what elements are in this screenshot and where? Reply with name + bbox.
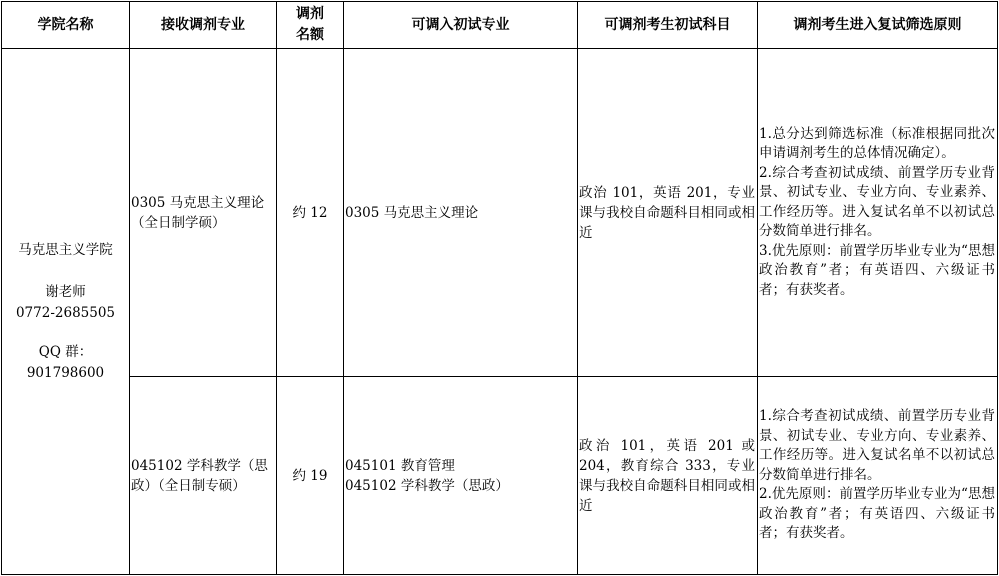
qq-label: QQ 群： <box>38 343 93 360</box>
header-quota-line1: 调剂 <box>296 6 324 22</box>
header-college: 学院名称 <box>2 2 130 49</box>
criteria-cell <box>758 377 998 575</box>
major-cell: 045102 学科教学（思政）（全日制专硕） <box>130 377 277 575</box>
source-major-item: 045102 学科教学（思政） <box>345 477 509 494</box>
criteria-item: 1.总分达到筛选标准（标准根据同批次申请调剂考生的总体情况确定）。 <box>759 125 995 162</box>
table-row <box>2 377 998 575</box>
major-cell: 0305 马克思主义理论（全日制学硕） <box>130 49 277 377</box>
subjects-cell: 政治 101，英语 201，专业课与我校自命题科目相同或相近 <box>578 49 758 377</box>
criteria-item: 2.综合考查初试成绩、前置学历专业背景、初试专业、专业方向、专业素养、工作经历等。进入复试名单不以初试总分数简单进行排名。 <box>759 164 995 240</box>
adjustment-table <box>1 1 998 575</box>
subjects-cell: 政治 101，英语 201 或 204，教育综合 333，专业课与我校自命题科目相同或相近 <box>578 377 758 575</box>
criteria-item: 3.优先原则：前置学历毕业专业为“思想政治教育”者；有英语四、六级证书者；有获奖者。 <box>759 242 995 298</box>
source-major-item: 0305 马克思主义理论 <box>345 204 479 221</box>
quota-cell: 约 19 <box>277 377 344 575</box>
table-row <box>2 49 998 377</box>
quota-cell: 约 12 <box>277 49 344 377</box>
criteria-item: 1.综合考查初试成绩、前置学历专业背景、初试专业、专业方向、专业素养、工作经历等。进入复试名单不以初试总分数简单进行排名。 <box>759 408 995 483</box>
source-major-cell <box>344 377 578 575</box>
qq-number: 901798600 <box>26 364 105 381</box>
header-criteria: 调剂考生进入复试筛选原则 <box>758 2 998 49</box>
header-row <box>2 2 998 49</box>
header-quota <box>277 2 344 49</box>
contact-name: 谢老师 <box>45 283 86 300</box>
contact-phone: 0772-2685505 <box>15 304 116 321</box>
college-cell <box>2 49 130 575</box>
criteria-cell <box>758 49 998 377</box>
source-major-item: 045101 教育管理 <box>345 457 455 474</box>
header-quota-line2: 名额 <box>296 27 324 43</box>
criteria-item: 2.优先原则：前置学历毕业专业为“思想政治教育”者；有英语四、六级证书者；有获奖者。 <box>759 486 995 542</box>
header-subjects: 可调剂考生初试科目 <box>578 2 758 49</box>
college-name: 马克思主义学院 <box>18 241 113 258</box>
header-major: 接收调剂专业 <box>130 2 277 49</box>
source-major-cell <box>344 49 578 377</box>
header-source-major: 可调入初试专业 <box>344 2 578 49</box>
